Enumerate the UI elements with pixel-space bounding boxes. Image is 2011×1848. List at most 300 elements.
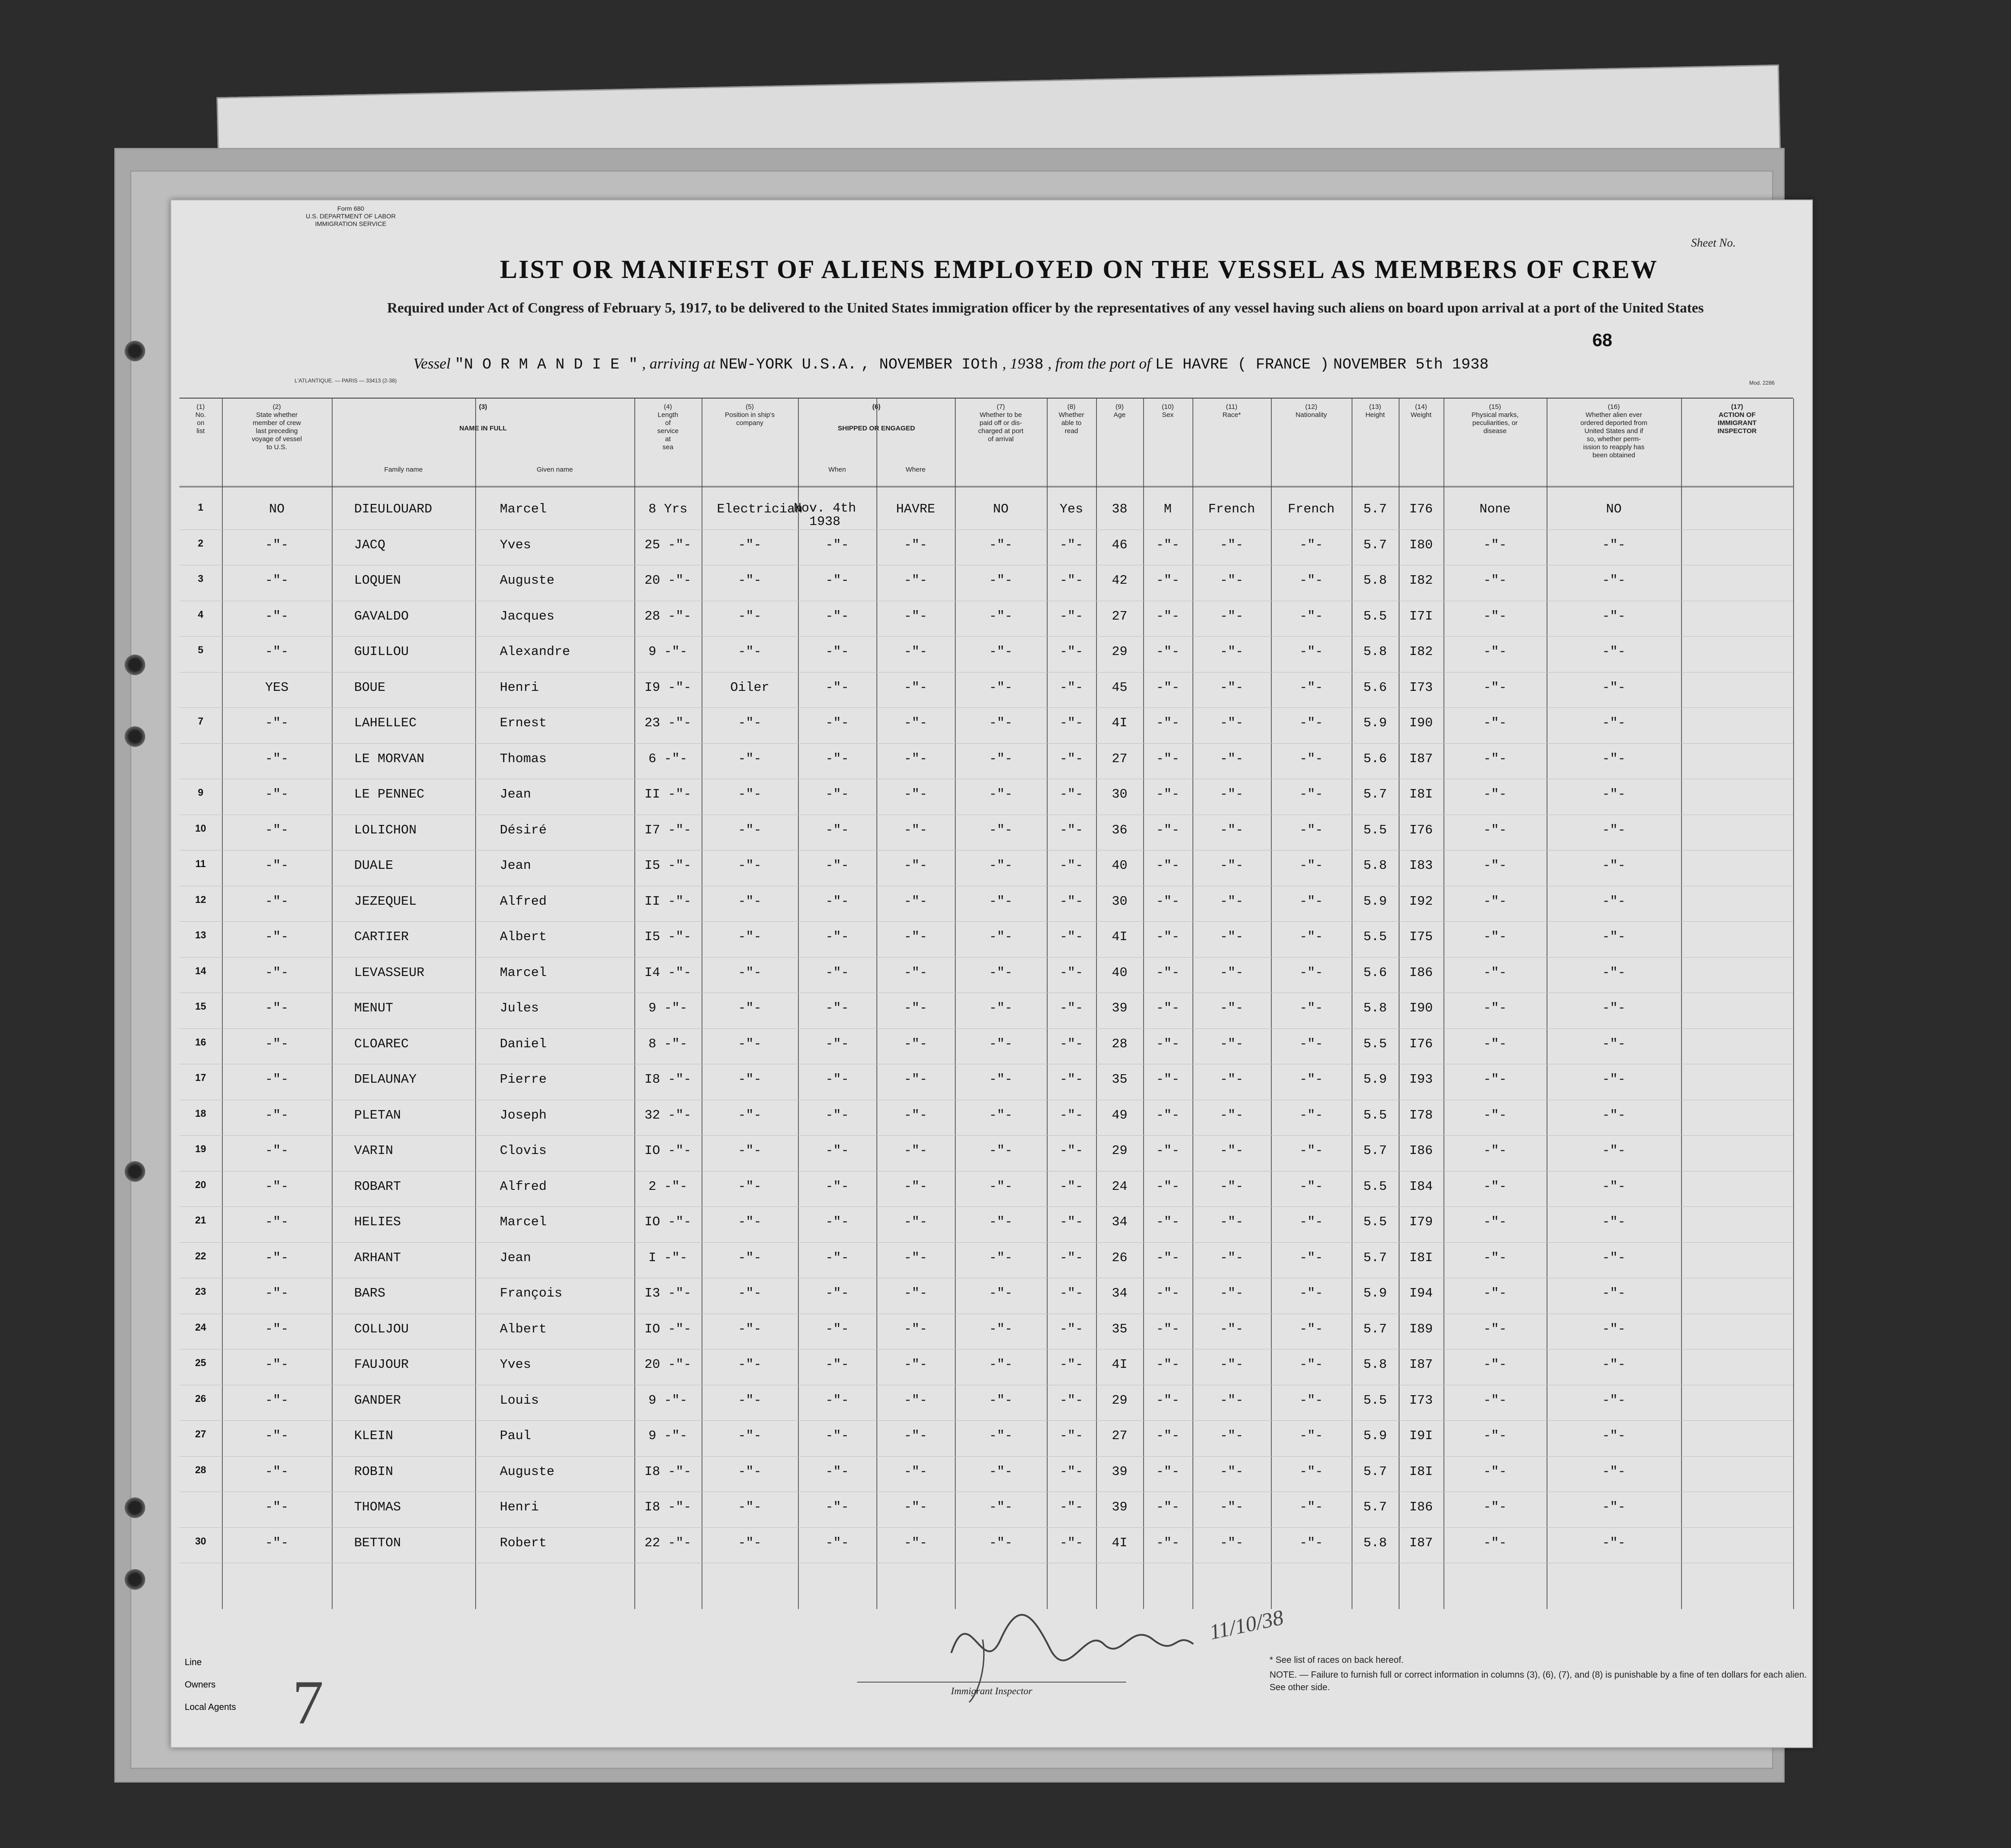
cell-service: 28 -"- <box>644 608 692 624</box>
header-rule <box>179 486 1793 487</box>
cell-prev: YES <box>265 680 289 695</box>
cell-deported: -"- <box>1602 1428 1626 1443</box>
cell-given: Henri <box>500 680 539 695</box>
cell-family: BARS <box>354 1286 386 1301</box>
header-line: Height <box>1365 411 1385 419</box>
cell-nat: -"- <box>1299 894 1323 909</box>
cell-height: 5.5 <box>1363 929 1387 944</box>
cell-nat: -"- <box>1299 1500 1323 1514</box>
cell-sex: -"- <box>1156 1215 1180 1229</box>
cell-service: 8 Yrs <box>648 502 688 516</box>
cell-deported: -"- <box>1602 858 1626 873</box>
cell-family: LOLICHON <box>354 822 417 837</box>
cell-position: -"- <box>738 1215 762 1229</box>
cell-paid: -"- <box>989 644 1013 659</box>
cell-when: -"- <box>825 1036 849 1051</box>
cell-sex: -"- <box>1156 822 1180 837</box>
cell-where: -"- <box>904 537 927 552</box>
cell-when: -"- <box>825 1464 849 1479</box>
cell-position: -"- <box>738 1036 762 1051</box>
cell-service: II -"- <box>644 894 692 909</box>
cell-where: -"- <box>904 929 927 944</box>
form-service: IMMIGRATION SERVICE <box>315 220 386 227</box>
cell-position: -"- <box>738 608 762 624</box>
cell-where: -"- <box>904 751 927 766</box>
cell-paid: -"- <box>989 894 1013 909</box>
cell-prev: -"- <box>265 1286 289 1301</box>
cell-height: 5.7 <box>1363 1143 1387 1158</box>
table-row <box>179 1072 1793 1108</box>
cell-marks: -"- <box>1483 1143 1507 1158</box>
cell-given: Alfred <box>500 1179 547 1194</box>
cell-given: Daniel <box>500 1036 547 1051</box>
cell-prev: -"- <box>265 1428 289 1443</box>
cell-deported: NO <box>1606 502 1622 516</box>
cell-no: 2 <box>198 537 204 549</box>
cell-given: Auguste <box>500 573 555 588</box>
cell-read: -"- <box>1059 537 1084 552</box>
header-line: Nationality <box>1295 411 1327 419</box>
header-line: to U.S. <box>266 443 287 451</box>
cell-read: -"- <box>1059 822 1084 837</box>
cell-weight: I94 <box>1409 1286 1433 1301</box>
table-row <box>179 858 1793 894</box>
cell-weight: I86 <box>1409 1500 1433 1514</box>
cell-given: Alexandre <box>500 644 570 659</box>
printer-imprint: L'ATLANTIQUE. — PARIS — 33413 (2-38) <box>295 377 397 384</box>
cell-given: Henri <box>500 1500 539 1514</box>
cell-marks: -"- <box>1483 1001 1507 1015</box>
cell-height: 5.6 <box>1363 680 1387 695</box>
cell-age: 34 <box>1112 1286 1127 1301</box>
header-line: ordered deported from <box>1580 419 1647 427</box>
cell-family: LAHELLEC <box>354 716 417 730</box>
header-line: ission to reapply has <box>1583 443 1645 451</box>
cell-given: Jean <box>500 858 531 873</box>
table-row <box>179 1464 1793 1500</box>
cell-read: -"- <box>1059 644 1084 659</box>
cell-family: JACQ <box>354 537 386 552</box>
cell-when: -"- <box>825 680 849 695</box>
cell-deported: -"- <box>1602 680 1626 695</box>
cell-where: -"- <box>904 1143 927 1158</box>
cell-nat: -"- <box>1299 680 1323 695</box>
cell-service: IO -"- <box>644 1143 692 1158</box>
year: 38 <box>1025 356 1044 373</box>
cell-height: 5.9 <box>1363 716 1387 730</box>
cell-when: -"- <box>825 1072 849 1087</box>
cell-nat: -"- <box>1299 1393 1323 1408</box>
header-line: United States and if <box>1584 427 1643 435</box>
cell-age: 30 <box>1112 894 1127 909</box>
cell-race: -"- <box>1220 965 1244 980</box>
cell-position: -"- <box>738 1143 762 1158</box>
cell-deported: -"- <box>1602 822 1626 837</box>
table-row <box>179 1393 1793 1429</box>
cell-no: 3 <box>198 573 204 584</box>
cell-age: 39 <box>1112 1464 1127 1479</box>
cell-read: -"- <box>1059 1250 1084 1265</box>
cell-age: 40 <box>1112 858 1127 873</box>
cell-deported: -"- <box>1602 1143 1626 1158</box>
table-row <box>179 1001 1793 1037</box>
header-c9 <box>1096 403 1143 419</box>
cell-service: I8 -"- <box>644 1072 692 1087</box>
cell-read: -"- <box>1059 608 1084 624</box>
cell-no: 23 <box>195 1286 206 1297</box>
table-row <box>179 894 1793 930</box>
cell-sex: -"- <box>1156 965 1180 980</box>
cell-position: -"- <box>738 1393 762 1408</box>
cell-age: 27 <box>1112 608 1127 624</box>
table-row <box>179 680 1793 716</box>
cell-weight: I92 <box>1409 894 1433 909</box>
cell-when: -"- <box>825 573 849 588</box>
cell-nat: -"- <box>1299 1250 1323 1265</box>
cell-marks: -"- <box>1483 1500 1507 1514</box>
cell-race: -"- <box>1220 1072 1244 1087</box>
cell-weight: I73 <box>1409 680 1433 695</box>
cell-service: II -"- <box>644 787 692 802</box>
cell-family: PLETAN <box>354 1107 401 1123</box>
header-line: (12) <box>1305 403 1318 411</box>
cell-deported: -"- <box>1602 929 1626 944</box>
cell-no: 11 <box>195 858 206 869</box>
header-c15 <box>1443 403 1547 435</box>
cell-weight: I87 <box>1409 1535 1433 1550</box>
line-label: Line <box>185 1657 202 1667</box>
cell-nat: -"- <box>1299 1001 1323 1015</box>
cell-deported: -"- <box>1602 1321 1626 1336</box>
header-line: (3) <box>479 403 487 411</box>
immigrant-inspector-label: Immigrant Inspector <box>857 1682 1126 1697</box>
cell-read: -"- <box>1059 1464 1084 1479</box>
cell-age: 40 <box>1112 965 1127 980</box>
cell-nat: -"- <box>1299 1428 1323 1443</box>
cell-marks: -"- <box>1483 965 1507 980</box>
cell-prev: -"- <box>265 787 289 802</box>
cell-nat: -"- <box>1299 965 1323 980</box>
cell-sex: -"- <box>1156 1428 1180 1443</box>
cell-race: -"- <box>1220 822 1244 837</box>
cell-paid: -"- <box>989 1215 1013 1229</box>
header-c6 <box>798 403 955 433</box>
note-text: — Failure to furnish full or correct information in columns (3), (6), (7), and (8) is punishable by a fine of ten dollars for each alien. See other side. <box>1270 1670 1807 1692</box>
cell-service: I8 -"- <box>644 1500 692 1514</box>
cell-height: 5.7 <box>1363 1250 1387 1265</box>
cell-read: -"- <box>1059 1321 1084 1336</box>
cell-position: -"- <box>738 1321 762 1336</box>
header-line: list <box>196 427 205 435</box>
cell-height: 5.8 <box>1363 573 1387 588</box>
cell-weight: I93 <box>1409 1072 1433 1087</box>
cell-where: -"- <box>904 644 927 659</box>
cell-paid: -"- <box>989 608 1013 624</box>
cell-sex: -"- <box>1156 1036 1180 1051</box>
header-c14 <box>1399 403 1443 419</box>
cell-sex: -"- <box>1156 858 1180 873</box>
cell-no: 25 <box>195 1357 206 1368</box>
note-label: NOTE. <box>1270 1670 1297 1680</box>
header-line: Position in ship's <box>724 411 775 419</box>
cell-sex: -"- <box>1156 1321 1180 1336</box>
cell-paid: -"- <box>989 1464 1013 1479</box>
from-port: LE HAVRE ( FRANCE ) <box>1155 356 1329 373</box>
cell-family: BETTON <box>354 1535 401 1550</box>
header-c7 <box>955 403 1047 443</box>
cell-age: 35 <box>1112 1321 1127 1336</box>
cell-where: -"- <box>904 1001 927 1015</box>
header-line: Physical marks, <box>1471 411 1519 419</box>
cell-deported: -"- <box>1602 644 1626 659</box>
cell-paid: -"- <box>989 1072 1013 1087</box>
cell-weight: I76 <box>1409 1036 1433 1051</box>
cell-race: -"- <box>1220 1286 1244 1301</box>
cell-family: LE PENNEC <box>354 787 425 802</box>
cell-where: -"- <box>904 1357 927 1372</box>
cell-deported: -"- <box>1602 894 1626 909</box>
cell-where: -"- <box>904 858 927 873</box>
cell-read: -"- <box>1059 1036 1084 1051</box>
header-line: (8) <box>1067 403 1076 411</box>
from-label: , from the port of <box>1048 356 1151 372</box>
cell-given: Désiré <box>500 822 547 837</box>
cell-race: -"- <box>1220 716 1244 730</box>
cell-where: -"- <box>904 1286 927 1301</box>
cell-family: KLEIN <box>354 1428 394 1443</box>
cell-race: -"- <box>1220 573 1244 588</box>
cell-paid: -"- <box>989 1036 1013 1051</box>
cell-where: -"- <box>904 1393 927 1408</box>
cell-height: 5.6 <box>1363 751 1387 766</box>
cell-given: Marcel <box>500 502 547 516</box>
cell-weight: I82 <box>1409 644 1433 659</box>
cell-marks: -"- <box>1483 537 1507 552</box>
cell-age: 29 <box>1112 1393 1127 1408</box>
cell-height: 5.7 <box>1363 502 1387 516</box>
cell-sex: -"- <box>1156 894 1180 909</box>
cell-read: -"- <box>1059 1357 1084 1372</box>
cell-height: 5.5 <box>1363 1393 1387 1408</box>
table-row <box>179 716 1793 751</box>
header-line: Sex <box>1162 411 1174 419</box>
cell-family: ROBIN <box>354 1464 394 1479</box>
cell-race: -"- <box>1220 858 1244 873</box>
cell-paid: -"- <box>989 858 1013 873</box>
cell-sex: -"- <box>1156 573 1180 588</box>
manifest-sheet <box>170 200 1813 1748</box>
header-c5 <box>702 403 798 427</box>
cell-height: 5.8 <box>1363 1357 1387 1372</box>
cell-age: 42 <box>1112 573 1127 588</box>
cell-height: 5.9 <box>1363 1072 1387 1087</box>
cell-race: -"- <box>1220 1321 1244 1336</box>
cell-height: 5.7 <box>1363 1321 1387 1336</box>
cell-paid: -"- <box>989 1107 1013 1123</box>
header-line: (4) <box>663 403 672 411</box>
cell-sex: -"- <box>1156 1250 1180 1265</box>
cell-given: Paul <box>500 1428 531 1443</box>
cell-position: Oiler <box>730 680 769 695</box>
cell-sex: -"- <box>1156 1072 1180 1087</box>
cell-weight: I82 <box>1409 573 1433 588</box>
header-line: (1) <box>196 403 205 411</box>
cell-no: 13 <box>195 929 206 941</box>
cell-family: LEVASSEUR <box>354 965 425 980</box>
cell-position: -"- <box>738 1179 762 1194</box>
cell-deported: -"- <box>1602 1535 1626 1550</box>
cell-prev: -"- <box>265 1464 289 1479</box>
cell-weight: I89 <box>1409 1321 1433 1336</box>
cell-weight: I75 <box>1409 929 1433 944</box>
cell-weight: I76 <box>1409 822 1433 837</box>
cell-where: -"- <box>904 1428 927 1443</box>
line-mark: 7 <box>292 1668 324 1737</box>
cell-weight: I76 <box>1409 502 1433 516</box>
cell-sex: -"- <box>1156 787 1180 802</box>
cell-paid: -"- <box>989 822 1013 837</box>
cell-deported: -"- <box>1602 1036 1626 1051</box>
cell-given: Robert <box>500 1535 547 1550</box>
cell-paid: -"- <box>989 965 1013 980</box>
table-row <box>179 573 1793 609</box>
from-date: NOVEMBER 5th 1938 <box>1333 356 1489 373</box>
cell-weight: I86 <box>1409 1143 1433 1158</box>
cell-deported: -"- <box>1602 1107 1626 1123</box>
cell-no: 7 <box>198 716 204 727</box>
fine-note <box>1270 1669 1812 1694</box>
cell-prev: -"- <box>265 1001 289 1015</box>
cell-read: -"- <box>1059 858 1084 873</box>
cell-prev: -"- <box>265 1215 289 1229</box>
cell-marks: -"- <box>1483 894 1507 909</box>
cell-where: -"- <box>904 787 927 802</box>
cell-position: -"- <box>738 1535 762 1550</box>
cell-marks: -"- <box>1483 1286 1507 1301</box>
cell-paid: -"- <box>989 1250 1013 1265</box>
cell-marks: -"- <box>1483 608 1507 624</box>
cell-deported: -"- <box>1602 716 1626 730</box>
cell-where: -"- <box>904 1107 927 1123</box>
cell-given: Joseph <box>500 1107 547 1123</box>
header-line: been obtained <box>1592 451 1635 459</box>
cell-family: CARTIER <box>354 929 409 944</box>
cell-weight: I7I <box>1409 608 1433 624</box>
cell-given: Alfred <box>500 894 547 909</box>
cell-read: -"- <box>1059 929 1084 944</box>
cell-age: 46 <box>1112 537 1127 552</box>
vessel-line <box>413 355 1848 373</box>
cell-read: -"- <box>1059 787 1084 802</box>
header-line: (15) <box>1489 403 1501 411</box>
cell-when: -"- <box>825 822 849 837</box>
cell-position: -"- <box>738 1107 762 1123</box>
cell-no: 27 <box>195 1428 206 1440</box>
cell-when: -"- <box>825 1215 849 1229</box>
cell-service: 2 -"- <box>648 1179 688 1194</box>
cell-no: 18 <box>195 1107 206 1119</box>
cell-paid: -"- <box>989 537 1013 552</box>
cell-family: JEZEQUEL <box>354 894 417 909</box>
cell-read: -"- <box>1059 1393 1084 1408</box>
cell-height: 5.7 <box>1363 537 1387 552</box>
cell-weight: I9I <box>1409 1428 1433 1443</box>
cell-marks: -"- <box>1483 929 1507 944</box>
header-line: State whether <box>256 411 298 419</box>
cell-marks: -"- <box>1483 1179 1507 1194</box>
cell-prev: -"- <box>265 1500 289 1514</box>
cell-given: Clovis <box>500 1143 547 1158</box>
header-line: (2) <box>273 403 281 411</box>
cell-race: French <box>1208 502 1255 516</box>
cell-sex: -"- <box>1156 1500 1180 1514</box>
cell-age: 24 <box>1112 1179 1127 1194</box>
cell-given: Thomas <box>500 751 547 766</box>
cell-nat: -"- <box>1299 1321 1323 1336</box>
cell-marks: None <box>1479 502 1511 516</box>
cell-age: 28 <box>1112 1036 1127 1051</box>
cell-sex: -"- <box>1156 608 1180 624</box>
cell-where: -"- <box>904 894 927 909</box>
cell-prev: -"- <box>265 751 289 766</box>
cell-prev: -"- <box>265 573 289 588</box>
header-line: of <box>665 419 671 427</box>
cell-position: -"- <box>738 1428 762 1443</box>
header-line: (16) <box>1608 403 1620 411</box>
cell-when: -"- <box>825 1179 849 1194</box>
year-prefix: , 19 <box>1002 356 1025 372</box>
cell-family: DUALE <box>354 858 394 873</box>
table-row <box>179 1428 1793 1464</box>
cell-weight: I78 <box>1409 1107 1433 1123</box>
cell-read: -"- <box>1059 1143 1084 1158</box>
cell-prev: -"- <box>265 1321 289 1336</box>
header-line: able to <box>1061 419 1082 427</box>
cell-deported: -"- <box>1602 1179 1626 1194</box>
cell-when: -"- <box>825 1143 849 1158</box>
cell-given: Ernest <box>500 716 547 730</box>
cell-sex: -"- <box>1156 644 1180 659</box>
header-line: ACTION OF <box>1718 411 1756 419</box>
cell-race: -"- <box>1220 537 1244 552</box>
cell-age: 45 <box>1112 680 1127 695</box>
cell-read: -"- <box>1059 1428 1084 1443</box>
cell-where: -"- <box>904 1535 927 1550</box>
crew-table-grid <box>179 398 1793 1609</box>
cell-position: -"- <box>738 1001 762 1015</box>
cell-where: -"- <box>904 1036 927 1051</box>
cell-paid: -"- <box>989 680 1013 695</box>
header-line: (11) <box>1226 403 1238 411</box>
cell-paid: -"- <box>989 573 1013 588</box>
cell-when: -"- <box>825 1250 849 1265</box>
header-line: (17) <box>1731 403 1743 411</box>
arriving-place: NEW-YORK U.S.A. <box>719 356 857 373</box>
cell-paid: -"- <box>989 1535 1013 1550</box>
cell-nat: -"- <box>1299 608 1323 624</box>
cell-read: -"- <box>1059 751 1084 766</box>
form-number: Form 680 <box>337 205 364 212</box>
header-line: voyage of vessel <box>251 435 302 443</box>
cell-paid: -"- <box>989 787 1013 802</box>
cell-sex: -"- <box>1156 1143 1180 1158</box>
cell-position: -"- <box>738 822 762 837</box>
cell-age: 35 <box>1112 1072 1127 1087</box>
cell-when: -"- <box>825 644 849 659</box>
cell-marks: -"- <box>1483 1321 1507 1336</box>
cell-family: GUILLOU <box>354 644 409 659</box>
sheet-number: 68 <box>1592 330 1612 350</box>
